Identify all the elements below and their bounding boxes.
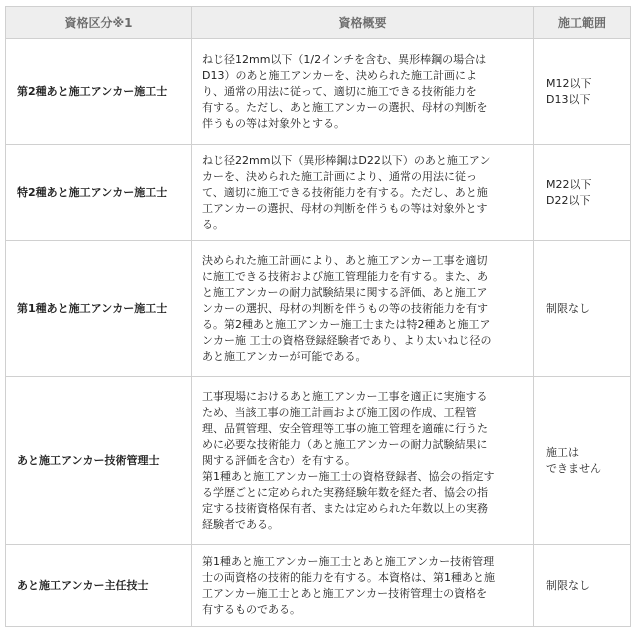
category-cell: あと施工アンカー技術管理士 xyxy=(6,377,192,545)
category-cell: 特2種あと施工アンカー施工士 xyxy=(6,145,192,241)
scope-cell: M22以下 D22以下 xyxy=(534,145,631,241)
table-header-row xyxy=(6,7,631,39)
overview-cell: ねじ径12mm以下（1/2インチを含む、異形棒鋼の場合は D13）のあと施工アンカーを、決められた施工計画によ り、通常の用法に従って、適切に施工できる技術能力を 有する。ただし、あと施工アンカーの選択、母材の判断を 伴うもの等は対象外とする。 xyxy=(192,39,534,145)
overview-cell: 工事現場におけるあと施工アンカー工事を適正に実施する ため、当該工事の施工計画および施工図の作成、工程管 理、品質管理、安全管理等工事の施工管理を適確に行うた めに必要な技術能力（あと施工アンカーの耐力試験結果に 関する評価を含む）を有する。 第1種あと施工アンカー施工士の資格登録者、協会の指定す る学歴ごとに定められた実務経験年数を経た者、協会の指 定する技術資格保有者、または定められた年数以上の実務 経験者である。 xyxy=(192,377,534,545)
overview-cell: 第1種あと施工アンカー施工士とあと施工アンカー技術管理 士の両資格の技術的能力を有する。本資格は、第1種あと施 工アンカー施工士とあと施工アンカー技術管理士の資格を 有するものである。 xyxy=(192,545,534,627)
header-category: 資格区分※1 xyxy=(6,7,192,39)
qualification-table xyxy=(5,6,631,627)
table-row xyxy=(6,39,631,145)
header-scope: 施工範囲 xyxy=(534,7,631,39)
scope-cell: 制限なし xyxy=(534,545,631,627)
category-cell: 第1種あと施工アンカー施工士 xyxy=(6,241,192,377)
qualification-table-container xyxy=(5,6,630,627)
category-cell: あと施工アンカー主任技士 xyxy=(6,545,192,627)
scope-cell: 制限なし xyxy=(534,241,631,377)
scope-cell: M12以下 D13以下 xyxy=(534,39,631,145)
scope-cell: 施工は できません xyxy=(534,377,631,545)
table-row xyxy=(6,241,631,377)
table-row xyxy=(6,545,631,627)
overview-cell: 決められた施工計画により、あと施工アンカー工事を適切 に施工できる技術および施工管理能力を有する。また、あ と施工アンカーの耐力試験結果に関する評価、あと施工ア ンカーの選択、母材の判断を伴うもの等の技術能力を有す る。第2種あと施工アンカー施工士または特2種あと施工ア ンカー施 工士の資格登録経験者であり、より太いねじ径の あと施工アンカーが可能である。 xyxy=(192,241,534,377)
category-cell: 第2種あと施工アンカー施工士 xyxy=(6,39,192,145)
table-row xyxy=(6,145,631,241)
table-row xyxy=(6,377,631,545)
overview-cell: ねじ径22mm以下（異形棒鋼はD22以下）のあと施工アン カーを、決められた施工計画により、通常の用法に従っ て、適切に施工できる技術能力を有する。ただし、あと施 工アンカーの選択、母材の判断を伴うもの等は対象外とす る。 xyxy=(192,145,534,241)
header-overview: 資格概要 xyxy=(192,7,534,39)
